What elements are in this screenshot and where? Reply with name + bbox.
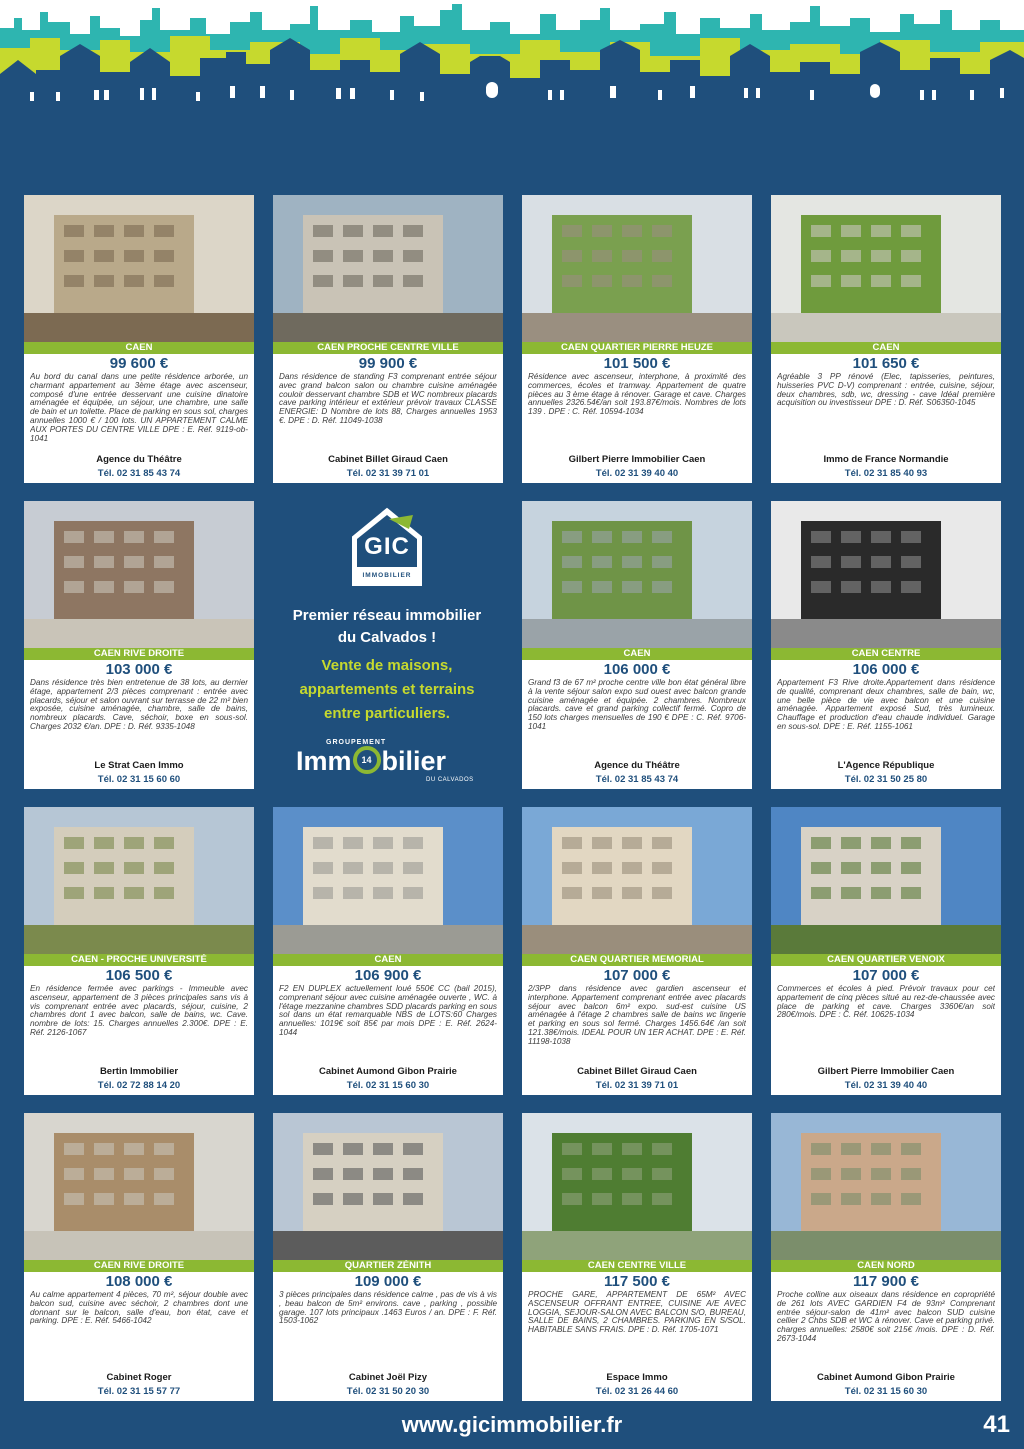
listing-agency: Agence du Théâtre — [594, 760, 680, 771]
listing-photo — [24, 195, 254, 342]
listing-description: Dans résidence de standing F3 comprenant entrée séjour avec grand balcon salon ou chambre cuisine aménagée couloir desservant chambre SDB et WC nombreux placards cave parking intérieur et extérieur prévoir travaux CLASSE ENERGIE: D Nombre de lots 88, Charges annuelles 1953 €. DPE : D. Réf. 11049-1038 — [279, 373, 497, 425]
building-photo-icon — [771, 501, 1001, 648]
listing-price: 106 500 € — [105, 967, 173, 984]
listing-description: Agréable 3 PP rénové (Elec, tapisseries, peintures, huisseries PVC D-V) comprenant : entrée, cuisine, séjour, deux chambres, sdb, wc, dressing - cave Idéal première acquisition ou investisseur DPE : D. Réf. S06350-1045 — [777, 373, 995, 408]
building-photo-icon — [522, 501, 752, 648]
listing-phone[interactable]: Tél. 02 31 85 43 74 — [595, 774, 679, 785]
building-photo-icon — [522, 1113, 752, 1260]
listing-card[interactable] — [771, 1113, 1001, 1401]
listing-description: Résidence avec ascenseur, interphone, à proximité des commerces, écoles et tramway. Appartement de quatre pièces au 3 ème étage à rénover. Garage et cave. Charges annuelles 2326.54€/an soit 193.87€/mois. Nombres de lots 139 . DPE : C. Réf. 10594-1034 — [528, 373, 746, 417]
listing-photo — [522, 501, 752, 648]
listing-price: 108 000 € — [105, 1273, 173, 1290]
listing-agency: Cabinet Aumond Gibon Prairie — [817, 1372, 955, 1383]
listing-card[interactable] — [522, 807, 752, 1095]
listing-location: CAEN - PROCHE UNIVERSITÉ — [24, 954, 254, 966]
listing-description: Au bord du canal dans une petite résidence arborée, un charmant appartement au 3ème étage avec ascenseur, composé d'une entrée desservant une cuisine dinatoire aménagée et équipée, un séjour, une chambre, une salle de bain et un toilette. Place de parking en sous sol, charges annuelles 1000 € / 100 lots. UN APPARTEMENT CALME AUX PORTES DU CENTRE VILLE DPE : E. Réf. 9119-ob-1041 — [30, 373, 248, 443]
listing-phone[interactable]: Tél. 02 72 88 14 20 — [97, 1080, 181, 1091]
listing-location: CAEN RIVE DROITE — [24, 648, 254, 660]
header-band — [0, 104, 1024, 112]
listing-description: Commerces et écoles à pied. Prévoir travaux pour cet appartement de cinq pièces situé au rez-de-chaussée avec place de parking et cave. Charges 3360€/an soit 280€/mois. DPE : C. Réf. 10625-1034 — [777, 985, 995, 1020]
listing-price: 117 900 € — [853, 1273, 919, 1290]
listing-location: QUARTIER ZÉNITH — [273, 1260, 503, 1272]
listing-price: 117 500 € — [604, 1273, 670, 1290]
listing-agency: Le Strat Caen Immo — [94, 760, 184, 771]
website-link[interactable]: www.gicimmobilier.fr — [401, 1412, 623, 1437]
badge-top: GROUPEMENT — [326, 739, 387, 746]
badge-main-a: Imm — [296, 746, 352, 776]
listing-description: PROCHE GARE, APPARTEMENT DE 65M² AVEC ASCENSEUR OFFRANT ENTREE, CUISINE A/E AVEC LOGGIA, SEJOUR-SALON AVEC BALCON S/O, BUREAU, SALLE DE BAINS, 2 CHAMBRES. PARKING EN S/SOL. HABITABLE SANS FRAIS. DPE : D. Réf. 1705-1071 — [528, 1291, 746, 1335]
listing-card[interactable] — [522, 501, 752, 789]
building-photo-icon — [522, 195, 752, 342]
building-photo-icon — [273, 195, 503, 342]
listing-description: En résidence fermée avec parkings - Immeuble avec ascenseur, appartement de 3 pièces principales sans vis à vis comprenant entrée avec placards, séjour, cuisine, 2 chambres dont 1 avec balcon, salle de bains, wc. Cave. nombre de lots: 15. Charges annuelles 2.300€. DPE : E. Réf. 2126-1067 — [30, 985, 248, 1037]
promo-sub-3: entre particuliers. — [324, 705, 450, 722]
listing-agency: Agence du Théâtre — [96, 454, 182, 465]
logo-sub: IMMOBILIER — [362, 572, 412, 579]
listing-description: Au calme appartement 4 pièces, 70 m², séjour double avec balcon sud, cuisine avec séchoir, 2 chambres dont une donnant sur le balcon, salle d'eau, bon état, cave et parking. DPE : E. Réf. 5466-1042 — [30, 1291, 248, 1326]
listing-price: 101 650 € — [852, 355, 920, 372]
listing-card[interactable] — [771, 501, 1001, 789]
listing-phone[interactable]: Tél. 02 31 50 20 30 — [346, 1386, 430, 1397]
listing-description: 3 pièces principales dans résidence calme , pas de vis à vis , beau balcon de 5m² environs. cave , parking , possible garage. 107 lots principaux .1463 Euros / an. DPE : F. Réf. 1503-1062 — [279, 1291, 497, 1326]
listing-description: 2/3PP dans résidence avec gardien ascenseur et interphone. Appartement comprenant entrée avec placards séjour avec balcon 6m² expo. sud-est cuisine US aménagée à l'étage 2 chambres salle de bains wc lingerie et parking en sous sol fermé. Charges 1456.64€ /an soit 121.38€/mois. IDEAL POUR UN 1ER ACHAT. DPE : E. Réf. 11198-1038 — [528, 985, 746, 1046]
building-photo-icon — [522, 807, 752, 954]
promo-block — [272, 501, 502, 789]
listing-phone[interactable]: Tél. 02 31 15 60 60 — [97, 774, 181, 785]
listing-photo — [24, 1113, 254, 1260]
logo-letters: GIC — [364, 533, 410, 560]
listing-agency: Bertin Immobilier — [99, 1066, 179, 1077]
listing-phone[interactable]: Tél. 02 31 50 25 80 — [844, 774, 928, 785]
listing-card[interactable] — [522, 1113, 752, 1401]
page-number: 41 — [983, 1411, 1010, 1438]
listing-location: CAEN QUARTIER PIERRE HEUZE — [522, 342, 752, 354]
listing-agency: Cabinet Aumond Gibon Prairie — [319, 1066, 457, 1077]
gic-logo — [349, 505, 425, 589]
listing-phone[interactable]: Tél. 02 31 39 40 40 — [844, 1080, 928, 1091]
listing-photo — [522, 1113, 752, 1260]
immobilier14-badge — [274, 733, 500, 789]
listing-card[interactable] — [771, 807, 1001, 1095]
listing-photo — [771, 807, 1001, 954]
listing-price: 107 000 € — [603, 967, 671, 984]
promo-headline-2: du Calvados ! — [337, 629, 437, 646]
listing-phone[interactable]: Tél. 02 31 15 57 77 — [97, 1386, 181, 1397]
building-photo-icon — [24, 807, 254, 954]
listing-photo — [771, 1113, 1001, 1260]
listing-agency: Gilbert Pierre Immobilier Caen — [568, 454, 706, 465]
listing-price: 106 000 € — [852, 661, 920, 678]
listing-phone[interactable]: Tél. 02 31 39 71 01 — [595, 1080, 679, 1091]
listing-price: 106 900 € — [354, 967, 422, 984]
listing-location: CAEN CENTRE — [771, 648, 1001, 660]
listing-phone[interactable]: Tél. 02 31 85 43 74 — [97, 468, 181, 479]
badge-bottom: DU CALVADOS — [426, 777, 474, 783]
listing-price: 109 000 € — [354, 1273, 422, 1290]
listing-photo — [771, 195, 1001, 342]
listing-photo — [273, 195, 503, 342]
listing-photo — [273, 807, 503, 954]
listing-location: CAEN — [24, 342, 254, 354]
listing-price: 101 500 € — [603, 355, 671, 372]
listing-description: Proche colline aux oiseaux dans résidence en copropriété de 261 lots AVEC GARDIEN F4 de 93m² Comprenant entrée séjour-salon de 41m² avec balcon SUD cuisine cellier 2 Chbs SDB et WC à rénover. Cave et parking privé. charges annuelles: 2580€ soit 215€ /mois. DPE : D. Réf. 2673-1044 — [777, 1291, 995, 1343]
listing-card[interactable] — [24, 1113, 254, 1401]
listing-photo — [771, 501, 1001, 648]
listing-photo — [522, 195, 752, 342]
listing-card[interactable] — [522, 195, 752, 483]
listing-description: F2 EN DUPLEX actuellement loué 550€ CC (bail 2015), comprenant séjour avec cuisine aménagée ouverte , WC. à l'étage mezzanine chambres SDD placards parking en sous sol dans un état remarquable NBS de LOTS:60 Charges annuelles: 1019€ soit 85€ par mois DPE : E. Réf. 2624-1044 — [279, 985, 497, 1037]
listing-photo — [24, 501, 254, 648]
listing-price: 99 900 € — [358, 355, 418, 372]
listing-agency: L'Agence République — [837, 760, 935, 771]
listing-photo — [24, 807, 254, 954]
building-photo-icon — [771, 1113, 1001, 1260]
building-photo-icon — [771, 807, 1001, 954]
building-photo-icon — [24, 195, 254, 342]
listing-agency: Gilbert Pierre Immobilier Caen — [817, 1066, 955, 1077]
badge-number: 14 — [361, 755, 372, 765]
city-skyline-illustration — [0, 0, 1024, 112]
listing-description: Grand f3 de 67 m² proche centre ville bon état général libre à la vente séjour salon expo sud ouest avec balcon grande cuisine aménagée et équipée. 2 chambres. Nombreux placards. cave et grand parking collectif fermé. Copro de 150 lots charges mensuelles de 190 € DPE : C. Réf. 9706-1041 — [528, 679, 746, 731]
listing-agency: Espace Immo — [606, 1372, 668, 1383]
listing-description: Dans résidence très bien entretenue de 38 lots, au dernier étage, appartement 2/3 pièces comprenant : entrée avec placards, séjour et salon ouvrant sur terrasse de 22 m² bien exposée, cuisine aménagée, chambre, salle de bains, nombreux placards. Cave, séchoir, boxe en sous-sol. Charges 2032 €/an. DPE : D. Réf. 9335-1048 — [30, 679, 248, 731]
listing-card[interactable] — [273, 1113, 503, 1401]
building-photo-icon — [24, 501, 254, 648]
listing-price: 103 000 € — [105, 661, 173, 678]
listing-location: CAEN RIVE DROITE — [24, 1260, 254, 1272]
listing-card[interactable] — [24, 501, 254, 789]
listing-phone[interactable]: Tél. 02 31 15 60 30 — [844, 1386, 928, 1397]
promo-sub-2: appartements et terrains — [299, 681, 475, 698]
listing-card[interactable] — [273, 195, 503, 483]
listing-location: CAEN QUARTIER MEMORIAL — [522, 954, 752, 966]
listing-photo — [522, 807, 752, 954]
listing-phone[interactable]: Tél. 02 31 39 71 01 — [346, 468, 430, 479]
listing-location: CAEN NORD — [771, 1260, 1001, 1272]
header-skyline — [0, 0, 1024, 112]
promo-sub-1: Vente de maisons, — [321, 657, 453, 674]
listing-price: 107 000 € — [852, 967, 920, 984]
listing-location: CAEN PROCHE CENTRE VILLE — [273, 342, 503, 354]
badge-circle — [353, 746, 381, 774]
listing-card[interactable] — [24, 807, 254, 1095]
building-photo-icon — [24, 1113, 254, 1260]
listing-card[interactable] — [24, 195, 254, 483]
listing-location: CAEN — [771, 342, 1001, 354]
listing-agency: Immo de France Normandie — [823, 454, 949, 465]
building-photo-icon — [771, 195, 1001, 342]
listing-agency: Cabinet Joël Pizy — [348, 1372, 428, 1383]
listing-description: Appartement F3 Rive droite.Appartement dans résidence de qualité, comprenant deux chambres, salle de bain, wc, une belle pièce de vie avec balcon et une cuisine aménagée. Appartement exposé Sud, très lumineux. Chauffage et production d'eau chaude individuel. Garage en sous-sol. DPE : E. Réf. 1155-1061 — [777, 679, 995, 731]
promo-headline-1: Premier réseau immobilier — [292, 607, 482, 624]
listing-price: 106 000 € — [603, 661, 671, 678]
badge-main-b: bilier — [381, 746, 447, 776]
listing-price: 99 600 € — [109, 355, 169, 372]
listing-agency: Cabinet Billet Giraud Caen — [328, 454, 448, 465]
listing-phone[interactable]: Tél. 02 31 39 40 40 — [595, 468, 679, 479]
listing-location: CAEN — [522, 648, 752, 660]
listing-phone[interactable]: Tél. 02 31 15 60 30 — [346, 1080, 430, 1091]
listing-photo — [273, 1113, 503, 1260]
listing-agency: Cabinet Roger — [106, 1372, 172, 1383]
listing-agency: Cabinet Billet Giraud Caen — [577, 1066, 697, 1077]
listing-phone[interactable]: Tél. 02 31 26 44 60 — [595, 1386, 679, 1397]
listing-location: CAEN CENTRE VILLE — [522, 1260, 752, 1272]
listing-location: CAEN — [273, 954, 503, 966]
listing-card[interactable] — [273, 807, 503, 1095]
building-photo-icon — [273, 1113, 503, 1260]
listing-card[interactable] — [771, 195, 1001, 483]
listing-phone[interactable]: Tél. 02 31 85 40 93 — [844, 468, 928, 479]
listing-location: CAEN QUARTIER VENOIX — [771, 954, 1001, 966]
building-photo-icon — [273, 807, 503, 954]
